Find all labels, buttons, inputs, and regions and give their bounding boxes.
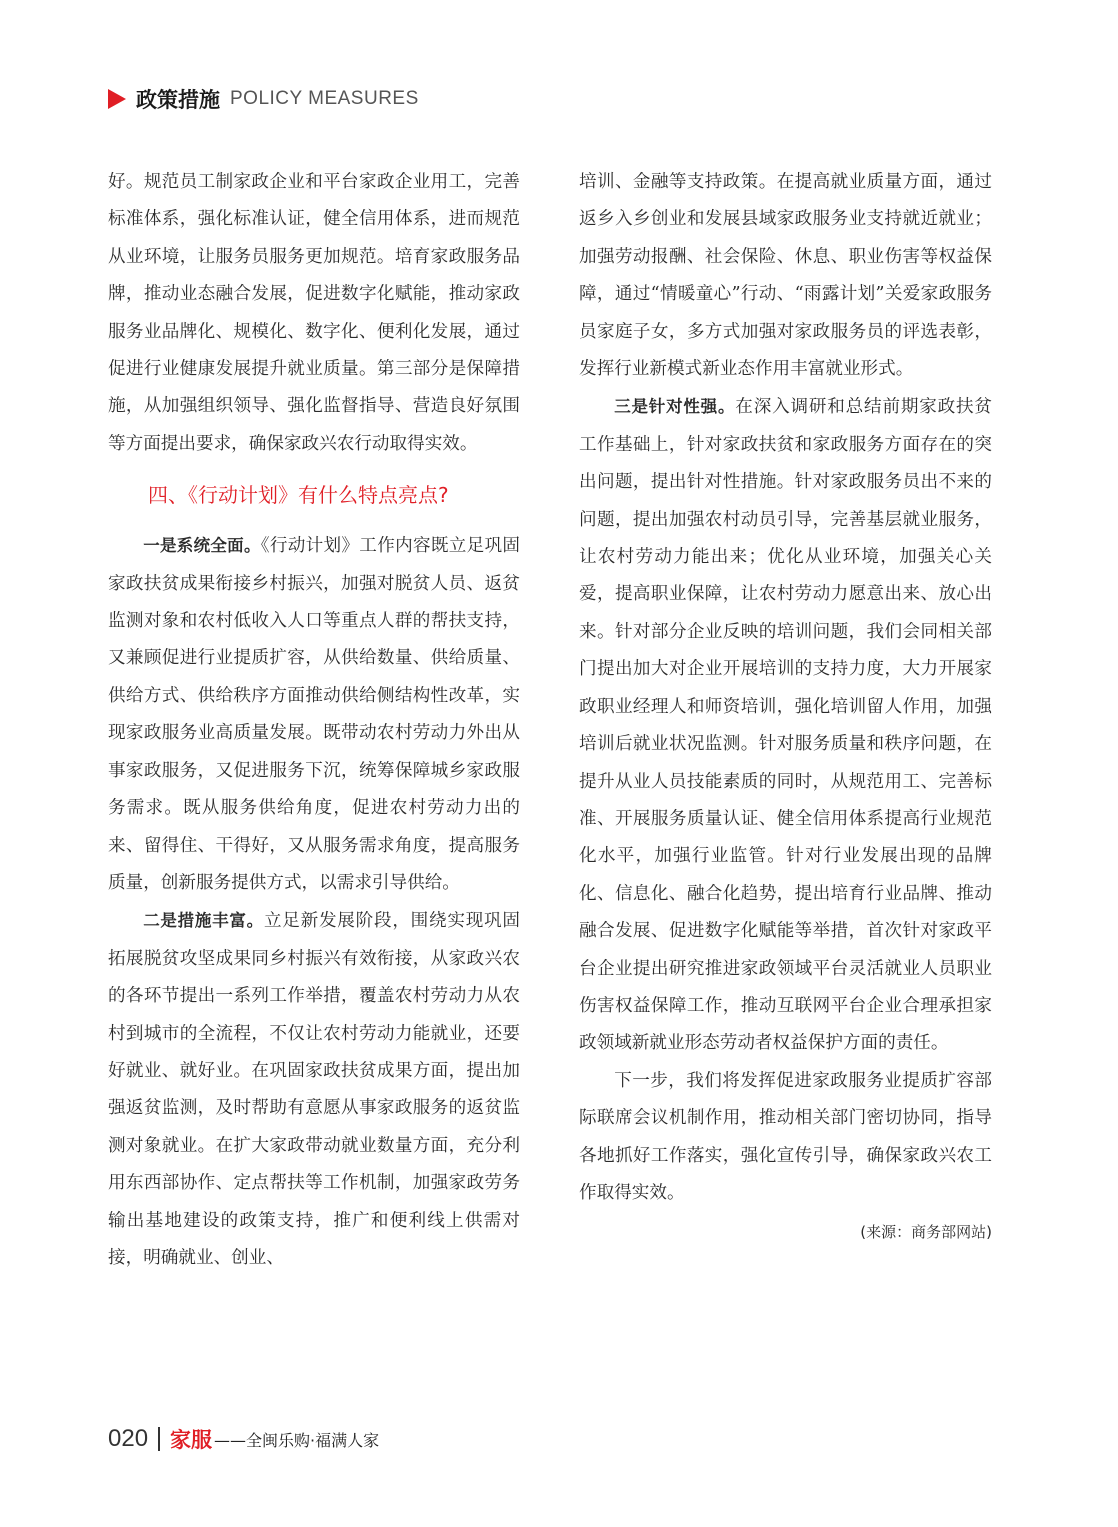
left-paragraph-3 [108, 902, 520, 1277]
right-column [579, 164, 992, 1252]
paragraph-lead: 三是针对性强。 [614, 397, 736, 417]
paragraph-text: 在深入调研和总结前期家政扶贫工作基础上，针对家政扶贫和家政服务方面存在的突出问题，提出针对性措施。针对家政服务员出不来的问题，提出加强农村动员引导，完善基层就业服务，让农村劳动力能出来；优化从业环境，加强关心关爱，提高职业保障，让农村劳动力愿意出来、放心出来。针对部分企业反映的培训问题，我们会同相关部门提出加大对企业开展培训的支持力度，大力开展家政职业经理人和师资培训，强化培训留人作用，加强培训后就业状况监测。针对服务质量和秩序问题，在提升从业人员技能素质的同时，从规范用工、完善标准、开展服务质量认证、健全信用体系提高行业规范化水平，加强行业监管。针对行业发展出现的品牌化、信息化、融合化趋势，提出培育行业品牌、推动融合发展、促进数字化赋能等举措，首次针对家政平台企业提出研究推进家政领域平台灵活就业人员职业伤害权益保障工作，推动互联网平台企业合理承担家政领域新就业形态劳动者权益保护方面的责任。 [579, 397, 993, 1054]
footer-divider [158, 1427, 160, 1451]
section-title-en: POLICY MEASURES [230, 88, 419, 109]
page-footer [108, 1425, 379, 1453]
paragraph-lead: 二是措施丰富。 [143, 911, 264, 931]
page-number: 020 [108, 1425, 149, 1452]
paragraph-text: 立足新发展阶段，围绕实现巩固拓展脱贫攻坚成果同乡村振兴有效衔接，从家政兴农的各环节提出一系列工作举措，覆盖农村劳动力从农村到城市的全流程，不仅让农村劳动力能就业，还要好就业、就好业。在巩固家政扶贫成果方面，提出加强返贫监测，及时帮助有意愿从事家政服务的返贫监测对象就业。在扩大家政带动就业数量方面，充分利用东西部协作、定点帮扶等工作机制，加强家政劳务输出基地建设的政策支持，推广和便利线上供需对接，明确就业、创业、 [108, 911, 520, 1268]
magazine-brand: 家服 [170, 1428, 213, 1452]
left-paragraph-2 [108, 527, 520, 902]
right-paragraph-2 [579, 388, 992, 1062]
right-paragraph-1: 培训、金融等支持政策。在提高就业质量方面，通过返乡入乡创业和发展县域家政服务业支持就近就业；加强劳动报酬、社会保险、休息、职业伤害等权益保障，通过“情暖童心”行动、“雨露计划”关爱家政服务员家庭子女，多方式加强对家政服务员的评选表彰，发挥行业新模式新业态作用丰富就业形式。 [579, 172, 992, 380]
paragraph-text: 《行动计划》工作内容既立足巩固家政扶贫成果衔接乡村振兴，加强对脱贫人员、返贫监测对象和农村低收入人口等重点人群的帮扶支持，又兼顾促进行业提质扩容，从供给数量、供给质量、供给方式、供给秩序方面推动供给侧结构性改革，实现家政服务业高质量发展。既带动农村劳动力外出从事家政服务，又促进服务下沉，统筹保障城乡家政服务需求。既从服务供给角度，促进农村劳动力出的来、留得住、干得好，又从服务需求角度，提高服务质量，创新服务提供方式，以需求引导供给。 [108, 536, 521, 893]
right-paragraph-3: 下一步，我们将发挥促进家政服务业提质扩容部际联席会议机制作用，推动相关部门密切协同，指导各地抓好工作落实，强化宣传引导，确保家政兴农工作取得实效。 [579, 1070, 992, 1203]
section-title-cn: 政策措施 [136, 88, 220, 112]
left-column [108, 164, 520, 1277]
section-heading: 四、《行动计划》有什么特点亮点? [148, 483, 449, 508]
source-note: (来源：商务部网站) [860, 1223, 992, 1242]
magazine-slogan: ——全闽乐购·福满人家 [214, 1430, 380, 1450]
red-triangle-icon [108, 89, 126, 109]
paragraph-lead: 一是系统全面。 [143, 536, 261, 556]
left-paragraph-1: 好。规范员工制家政企业和平台家政企业用工，完善标准体系，强化标准认证，健全信用体系，进而规范从业环境，让服务员服务更加规范。培育家政服务品牌，推动业态融合发展，促进数字化赋能，推动家政服务业品牌化、规模化、数字化、便利化发展，通过促进行业健康发展提升就业质量。第三部分是保障措施，从加强组织领导、强化监督指导、营造良好氛围等方面提出要求，确保家政兴农行动取得实效。 [108, 172, 520, 454]
section-header [108, 84, 419, 114]
